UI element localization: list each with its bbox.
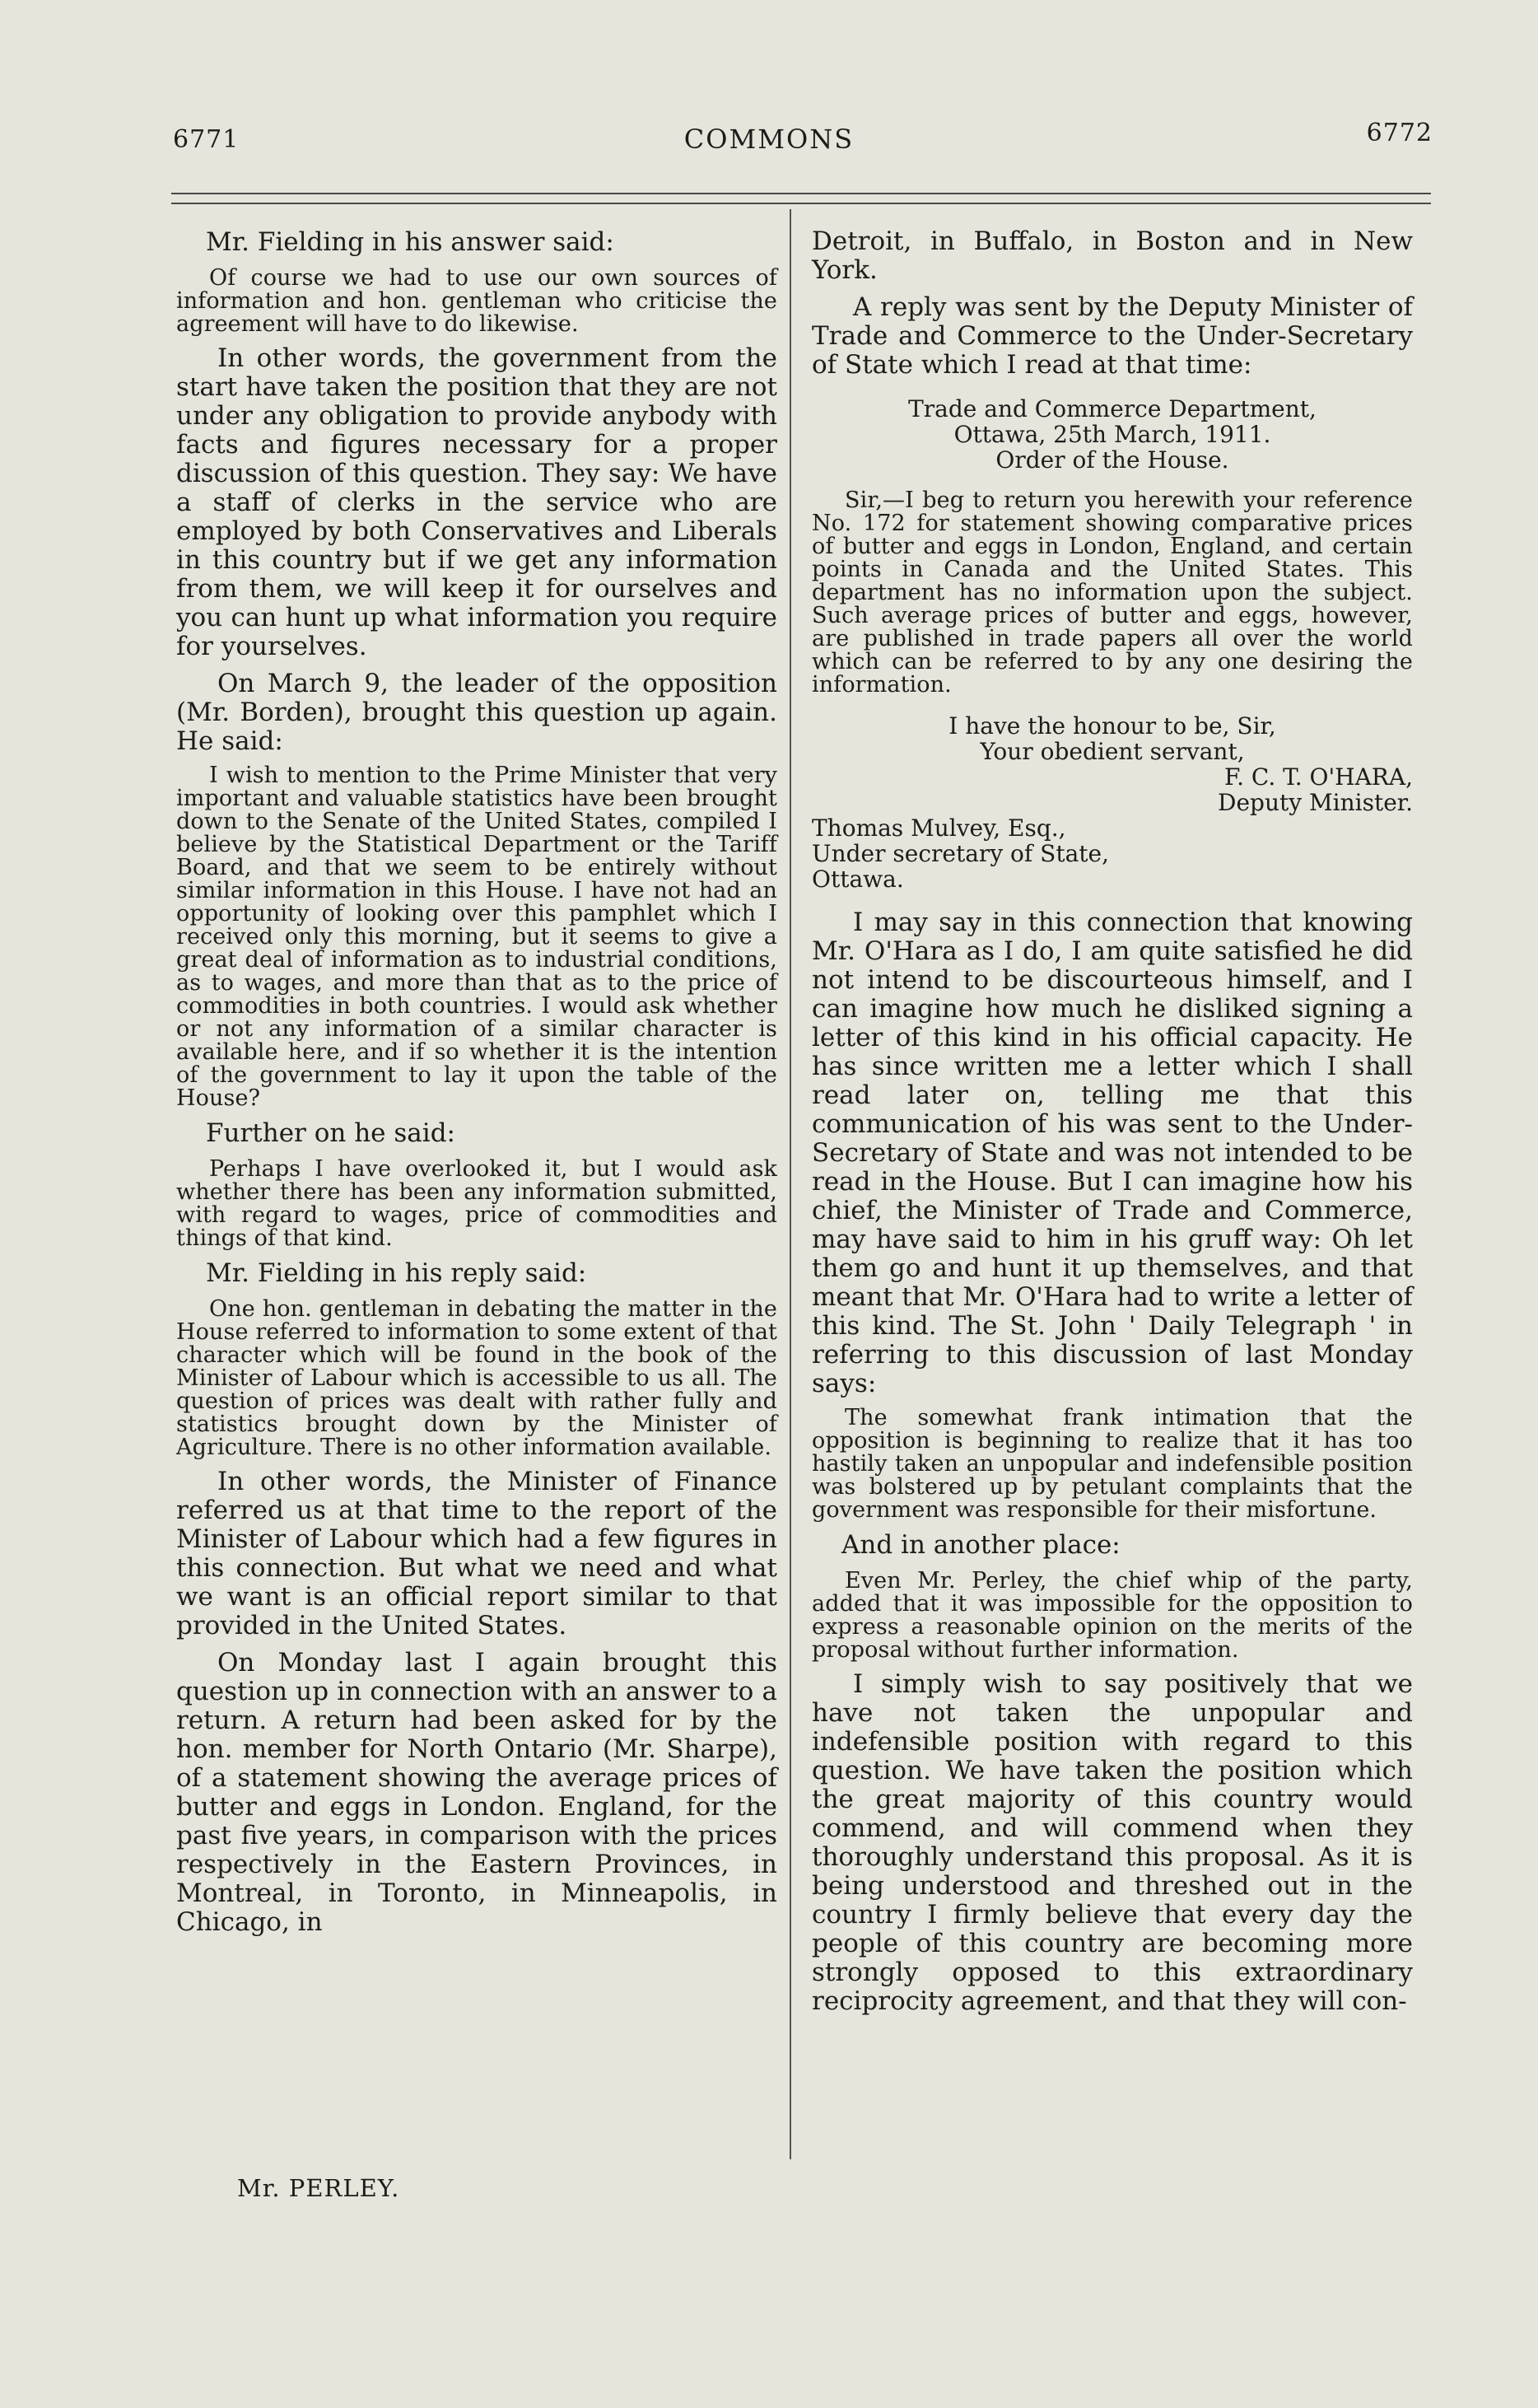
letter-line-centered: Order of the House. (995, 446, 1229, 474)
paragraph: On March 9, the leader of the opposition (Mr. Borden), brought this question up again. He said: (176, 669, 777, 756)
letter-line-left: Ottawa. (812, 866, 904, 893)
quoted-passage: Even Mr. Perley, the chief whip of the party, added that it was impossible for the opposition to express a reasonable opinion on the merits of the proposal without further information. (812, 1568, 1413, 1663)
letter-line-left: Under secretary of State, (812, 840, 1110, 867)
letter-line-right: F. C. T. O'HARA, (1224, 763, 1413, 791)
intro-line: Mr. Fielding in his reply said: (206, 1258, 587, 1288)
page-number-left: 6771 (173, 125, 240, 154)
quoted-passage: Perhaps I have overlooked it, but I would ask whether there has been any information submitted, with regard to wages, price of commodities and things of that kind. (176, 1156, 777, 1251)
left-column (176, 227, 777, 1945)
paragraph: A reply was sent by the Deputy Minister of Trade and Commerce to the Under-Secretary of State which I read at that time: (812, 292, 1413, 380)
right-column (812, 227, 1413, 2024)
quoted-passage: The somewhat frank intimation that the opposition is beginning to realize that it has too hastily taken an unpopular and indefensible position was bolstered up by petulant complaints that the government was responsible for their misfortune. (812, 1405, 1413, 1523)
letter-line-right: Deputy Minister. (1218, 789, 1413, 816)
page-number-right: 6772 (1366, 119, 1433, 147)
intro-line: Mr. Fielding in his answer said: (206, 227, 614, 257)
paragraph: In other words, the Minister of Finance referred us at that time to the report of the Minister of Labour which had a few figures in this connection. But what we need and what we want is an official report similar to that provided in the United States. (176, 1467, 777, 1640)
column-divider (790, 209, 791, 2159)
quoted-passage: One hon. gentleman in debating the matter in the House referred to information to some extent of that character which will be found in the book of the Minister of Labour which is accessible to us all. The question of prices was dealt with rather fully and statistics brought down by the Minister of Agriculture. There is no other information available. (176, 1296, 777, 1460)
letter-line-centered: Trade and Commerce Department, (908, 395, 1317, 422)
continued-paragraph: Detroit, in Buffalo, in Boston and in New York. (812, 226, 1413, 285)
quoted-passage: I wish to mention to the Prime Minister that very important and valuable statistics have been brought down to the Senate of the United States, compiled I believe by the Statistical Department or the Tariff Board, and that we seem to be entirely without similar information in this House. I have not had an opportunity of looking over this pamphlet which I received only this morning, but it seems to give a great deal of information as to industrial conditions, as to wages, and more than that as to the price of commodities in both countries. I would ask whether or not any information of a similar character is available here, and if so whether it is the intention of the government to lay it upon the table of the House? (176, 763, 777, 1111)
letter-line-centered: Ottawa, 25th March, 1911. (953, 421, 1271, 448)
paragraph: On Monday last I again brought this question up in connection with an answer to a return. A return had been asked for by the hon. member for North Ontario (Mr. Sharpe), of a statement showing the average prices of butter and eggs in London. England, for the past five years, in comparison with the prices respectively in the Eastern Provinces, in Montreal, in Toronto, in Minneapolis, in Chicago, in (176, 1648, 777, 1937)
intro-line: And in another place: (841, 1530, 1121, 1560)
quoted-passage: Of course we had to use our own sources of information and hon. gentleman who criticise the agreement will have to do likewise. (176, 265, 777, 337)
header-rule-top (171, 193, 1431, 194)
paragraph: I simply wish to say positively that we have not taken the unpopular and indefensible position with regard to this question. We have taken the position which the great majority of this country would commend, and will commend when they thoroughly understand this proposal. As it is being understood and threshed out in the country I firmly believe that every day the people of this country are becoming more strongly opposed to this extraordinary reciprocity agreement, and that they will con- (812, 1669, 1413, 2016)
paragraph: In other words, the government from the start have taken the position that they are not under any obligation to provide anybody with facts and figures necessary for a proper discussion of this question. They say: We have a staff of clerks in the service who are employed by both Conservatives and Liberals in this country but if we get any information from them, we will keep it for ourselves and you can hunt up what information you require for yourselves. (176, 343, 777, 661)
page-title: COMMONS (683, 124, 855, 155)
letter-line-left: Thomas Mulvey, Esq., (812, 814, 1066, 842)
paragraph: I may say in this connection that knowing Mr. O'Hara as I do, I am quite satisfied he did not intend to be discourteous himself, and I can imagine how much he disliked signing a letter of this kind in his official capacity. He has since written me a letter which I shall read later on, telling me that this communication of his was sent to the Under-Secretary of State and was not intended to be read in the House. But I can imagine how his chief, the Minister of Trade and Commerce, may have said to him in his gruff way: Oh let them go and hunt it up themselves, and that meant that Mr. O'Hara had to write a letter of this kind. The St. John ' Daily Telegraph ' in referring to this discussion of last Monday says: (812, 908, 1413, 1398)
quoted-passage: Sir,—I beg to return you herewith your reference No. 172 for statement showing comparative prices of butter and eggs in London, England, and certain points in Canada and the United States. This department has no information upon the subject. Such average prices of butter and eggs, however, are published in trade papers all over the world which can be referred to by any one desiring the information. (812, 488, 1413, 698)
intro-line: Further on he said: (206, 1118, 455, 1148)
letter-line-centered: Your obedient servant, (980, 738, 1245, 765)
letter-line-centered: I have the honour to be, Sir, (948, 712, 1276, 740)
header-rule-bottom (171, 203, 1431, 204)
speaker-footer: Mr. PERLEY. (237, 2174, 400, 2202)
